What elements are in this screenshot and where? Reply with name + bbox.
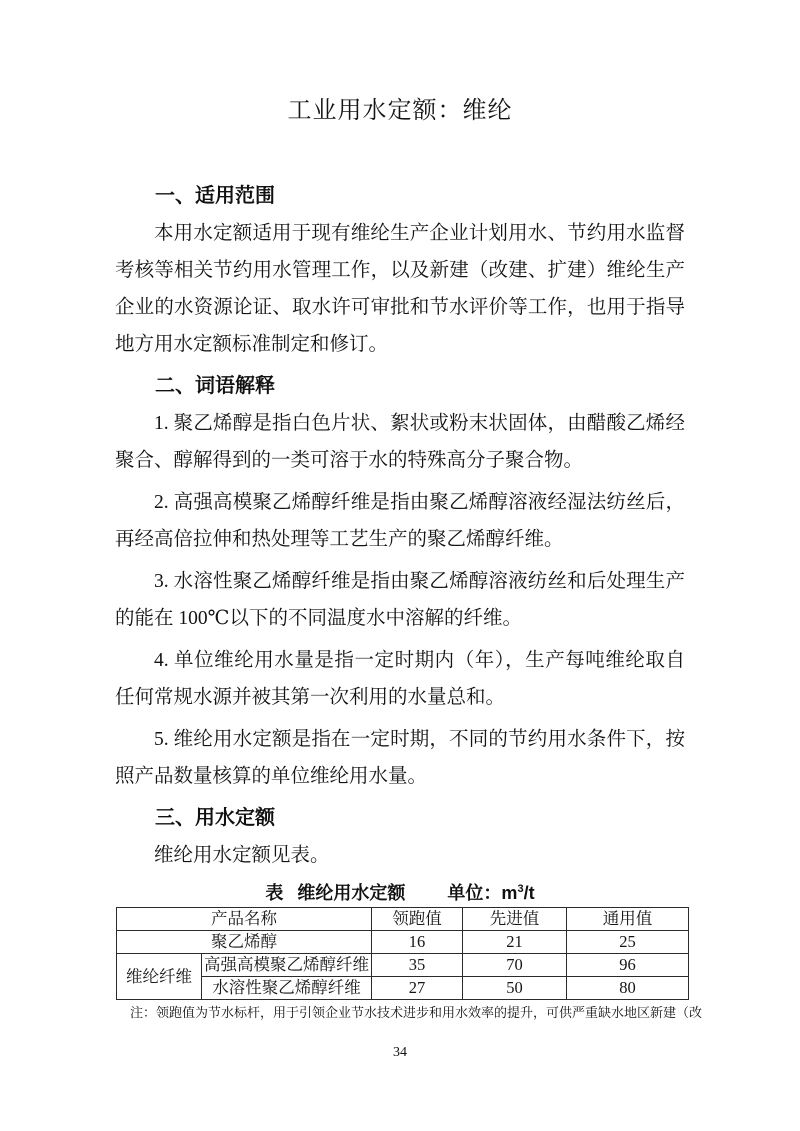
table-caption-label: 表	[265, 883, 284, 903]
cell-soluble-product: 水溶性聚乙烯醇纤维	[202, 977, 372, 1000]
paragraph-definition-5: 5. 维纶用水定额是指在一定时期，不同的节约用水条件下，按照产品数量核算的单位维纶用水量。	[115, 729, 685, 787]
page-number: 34	[393, 1045, 407, 1060]
table-caption-title: 维纶用水定额	[297, 883, 406, 903]
cell-hshm-advanced: 70	[463, 954, 567, 977]
cell-fiber-category: 维纶纤维	[117, 954, 202, 1000]
table-caption-unit	[447, 883, 534, 903]
section-heading-definitions: 二、词语解释	[155, 375, 275, 397]
table-row-pva	[117, 931, 689, 954]
cell-soluble-general: 80	[567, 977, 689, 1000]
cell-pva-product: 聚乙烯醇	[117, 931, 372, 954]
header-cell-general: 通用值	[567, 908, 689, 931]
header-cell-advanced: 先进值	[463, 908, 567, 931]
page-title: 工业用水定额：维纶	[287, 98, 513, 124]
paragraph-quota-intro: 维纶用水定额见表。	[154, 845, 330, 866]
paragraph-definition-4: 4. 单位维纶用水量是指一定时期内（年），生产每吨维纶取自任何常规水源并被其第一次利用的水量总和。	[115, 650, 685, 708]
section-heading-quota: 三、用水定额	[155, 807, 275, 829]
cell-pva-leader: 16	[372, 931, 463, 954]
paragraph-definition-2: 2. 高强高模聚乙烯醇纤维是指由聚乙烯醇溶液经湿法纺丝后，再经高倍拉伸和热处理等工艺生产的聚乙烯醇纤维。	[115, 492, 685, 550]
table-header-row	[117, 908, 689, 931]
cell-soluble-advanced: 50	[463, 977, 567, 1000]
paragraph-scope: 本用水定额适用于现有维纶生产企业计划用水、节约用水监督考核等相关节约用水管理工作，以及新建（改建、扩建）维纶生产企业的水资源论证、取水许可审批和节水评价等工作，也用于指导地方用水定额标准制定和修订。	[115, 223, 685, 355]
paragraph-definition-3: 3. 水溶性聚乙烯醇纤维是指由聚乙烯醇溶液纺丝和后处理生产的能在 100℃以下的不同温度水中溶解的纤维。	[115, 571, 685, 629]
header-cell-leader: 领跑值	[372, 908, 463, 931]
table-row-soluble	[117, 977, 689, 1000]
cell-hshm-general: 96	[567, 954, 689, 977]
table-note: 注：领跑值为节水标杆，用于引领企业节水技术进步和用水效率的提升，可供严重缺水地区新建（改	[130, 1005, 703, 1020]
section-heading-scope: 一、适用范围	[155, 185, 275, 207]
table-unit-superscript: 3	[517, 883, 524, 895]
table-caption	[115, 881, 685, 905]
header-cell-product: 产品名称	[117, 908, 372, 931]
table-unit-suffix: /t	[523, 883, 535, 903]
paragraph-definition-1: 1. 聚乙烯醇是指白色片状、絮状或粉末状固体，由醋酸乙烯经聚合、醇解得到的一类可溶于水的特殊高分子聚合物。	[115, 413, 685, 471]
table-unit-prefix: 单位：m	[447, 883, 518, 903]
cell-soluble-leader: 27	[372, 977, 463, 1000]
quota-table	[116, 907, 689, 1000]
cell-hshm-product: 高强高模聚乙烯醇纤维	[202, 954, 372, 977]
cell-pva-general: 25	[567, 931, 689, 954]
cell-hshm-leader: 35	[372, 954, 463, 977]
cell-pva-advanced: 21	[463, 931, 567, 954]
table-row-hshm	[117, 954, 689, 977]
